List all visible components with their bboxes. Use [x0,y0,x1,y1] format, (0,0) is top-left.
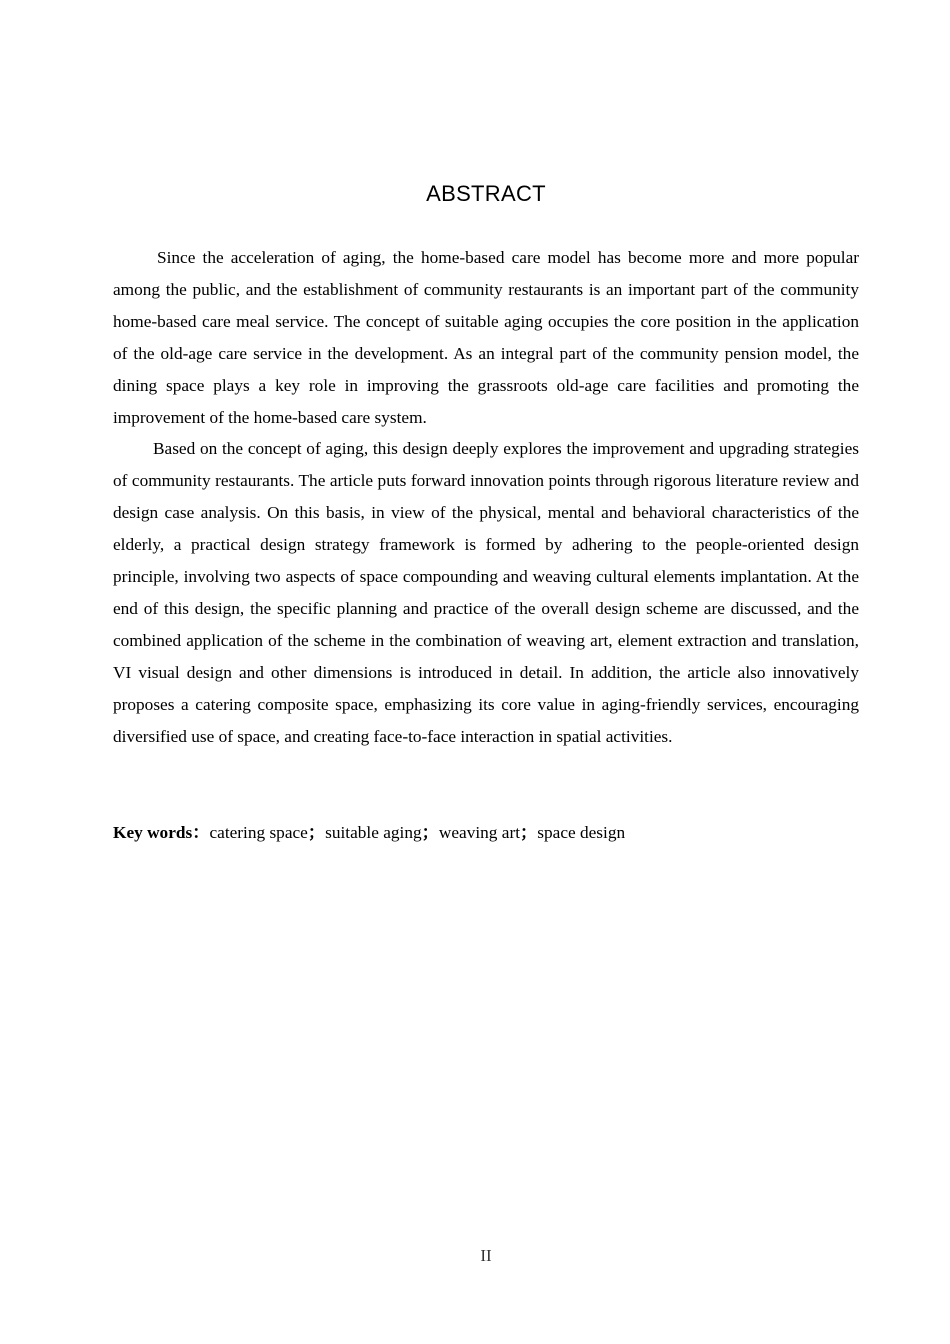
abstract-title: ABSTRACT [426,181,546,206]
keyword-item: catering space [209,823,308,842]
abstract-body [113,242,859,753]
abstract-paragraph-1: Since the acceleration of aging, the home-based care model has become more and more popular among the public, and the establishment of community restaurants is an important part of the community home-based care meal service. The concept of suitable aging occupies the core position in the application of the old-age care service in the development. As an integral part of the community pension model, the dining space plays a key role in improving the grassroots old-age care facilities and promoting the improvement of the home-based care system. [113,248,859,427]
page-number: II [480,1246,492,1265]
abstract-paragraph-2: Based on the concept of aging, this design deeply explores the improvement and upgrading strategies of community restaurants. The article puts forward innovation points through rigorous literature review and design case analysis. On this basis, in view of the physical, mental and behavioral characteristics of the elderly, a practical design strategy framework is formed by adhering to the people-oriented design principle, involving two aspects of space compounding and weaving cultural elements implantation. At the end of this design, the specific planning and practice of the overall design scheme are discussed, and the combined application of the scheme in the combination of weaving art, element extraction and translation, VI visual design and other dimensions is introduced in detail. In addition, the article also innovatively proposes a catering composite space, emphasizing its core value in aging-friendly services, encouraging diversified use of space, and creating face-to-face interaction in spatial activities. [113,439,859,746]
keyword-item: space design [537,823,626,842]
keywords-line [113,818,859,848]
keyword-item: weaving art [438,823,520,842]
keyword-separator: ； [520,823,538,842]
keyword-separator: ； [307,823,326,842]
keyword-separator: ； [421,823,439,842]
keyword-item: suitable aging [325,823,422,842]
keywords-label: Key words： [113,823,210,842]
